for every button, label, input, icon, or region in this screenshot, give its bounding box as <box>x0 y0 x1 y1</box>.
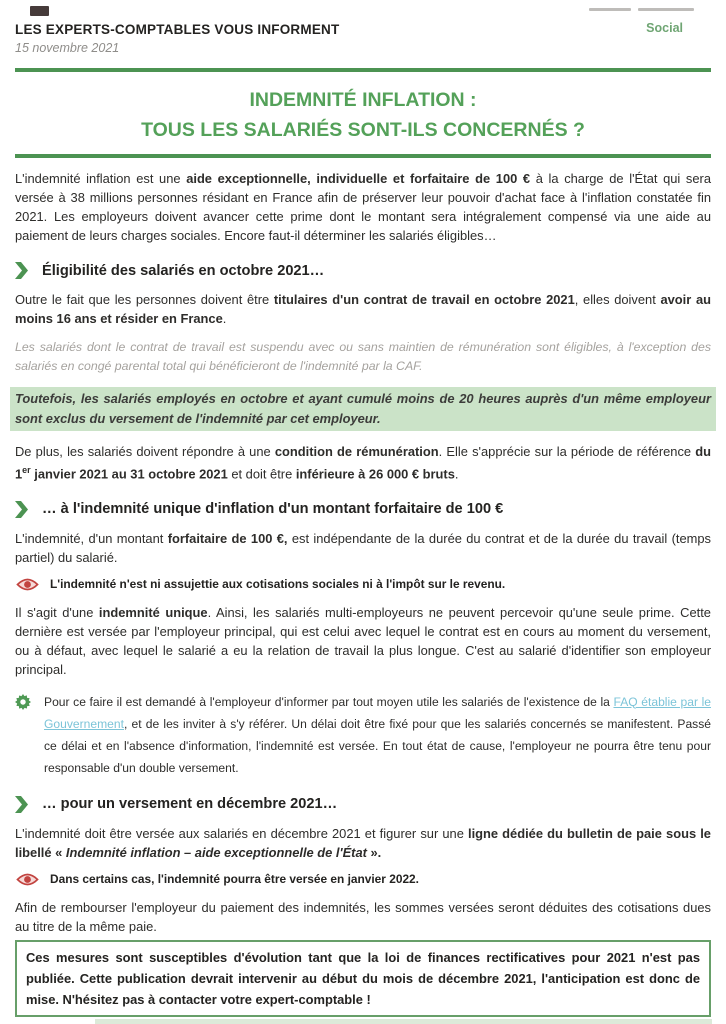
text-run: et doit être <box>227 466 296 482</box>
paragraph-remuneration <box>15 442 711 483</box>
eye-note-cotisations <box>15 577 711 592</box>
section-heading-label: … à l'indemnité unique d'inflation d'un montant forfaitaire de 100 € <box>42 501 504 518</box>
publication-date: 15 novembre 2021 <box>15 41 120 55</box>
chevron-right-icon <box>15 262 28 279</box>
text-run-bold: avoir au moins 16 ans et résider en France <box>15 292 712 326</box>
text-run-bold: ligne dédiée du bulletin de paie <box>467 825 662 841</box>
chevron-right-icon <box>15 501 28 518</box>
section-heading-eligibilite <box>15 262 711 279</box>
eye-note-label: L'indemnité n'est ni assujettie aux cotisations sociales ni à l'impôt sur le revenu. <box>50 577 506 592</box>
title-rule-bottom <box>15 154 711 158</box>
paragraph-conditions <box>15 290 711 328</box>
gear-note-faq <box>15 691 711 779</box>
category-label: Social <box>646 21 683 35</box>
text-run: , et de les inviter à s'y référer. Un délai doit être fixé pour que les salariés concernés se manifestent. Passé ce délai et en l'absence d'information, l'indemnité est versée. En tout état de cause, l'employeur ne pourra être tenu pour responsable d'un double versement. <box>44 716 711 775</box>
text-run-bold: indemnité unique <box>98 604 208 620</box>
gear-icon <box>15 694 31 710</box>
note-contrat-suspendu: Les salariés dont le contrat de travail est suspendu avec ou sans maintien de rémunération sont éligibles, à l'exception des salariés en congé parental total qui bénéficieront de l'indemnité par la CAF. <box>15 340 711 373</box>
footer-strip <box>95 1019 712 1024</box>
text-run: à la charge de l'État qui sera versée à 38 millions personnes résidant en France afin de préserver leur pouvoir d'achat face à l'inflation constatée fin 2021. Les employeurs doivent avancer cette prime dont le montant sera intégralement compensé via une aide au paiement de leurs charges sociales. Encore faut-il déterminer les salariés éligibles… <box>15 171 712 243</box>
text-run: De plus, les salariés doivent répondre à une <box>15 444 275 460</box>
text-run: Pour ce faire il est demandé à l'employeur d'informer par tout moyen utile les salariés de l'existence de la <box>44 694 614 709</box>
highlight-exclusion-note: Toutefois, les salariés employés en octobre et ayant cumulé moins de 20 heures auprès d'un même employeur sont exclus du versement de l'indemnité par cet employeur. <box>10 387 716 431</box>
text-run-bold: sous le libellé « <box>15 825 711 860</box>
eye-note-janvier-2022 <box>15 872 711 887</box>
superscript-er: er <box>22 465 31 476</box>
logo-fragment <box>30 6 49 16</box>
intro-paragraph <box>15 169 711 245</box>
chevron-right-icon <box>15 796 28 813</box>
paragraph-remboursement: Afin de rembourser l'employeur du paiement des indemnités, les sommes versées seront déduites des cotisations dues au titre de la même paie. <box>15 899 711 934</box>
text-run: Il s'agit d'une <box>15 604 99 620</box>
header <box>15 0 711 55</box>
section-heading-versement <box>15 796 711 813</box>
text-run: L'indemnité, d'un montant <box>15 530 168 546</box>
title-line-1: INDEMNITÉ INFLATION : <box>249 89 477 111</box>
text-run: L'indemnité doit être versée aux salariés en décembre 2021 et figurer sur une <box>15 825 468 841</box>
text-run-bold: du 1 <box>15 444 711 482</box>
section-heading-indemnite-unique <box>15 501 711 518</box>
text-run-bold: aide exceptionnelle, individuelle et forfaitaire de 100 € <box>186 171 531 186</box>
document-title <box>15 72 711 154</box>
eye-icon <box>16 872 39 887</box>
text-run: . Ainsi, les salariés multi-employeurs ne peuvent percevoir qu'une seule prime. Cette dernière est versée par l'employeur principal, qui est celui avec lequel le contrat est en cours au moment du versement, ou à défaut, avec lequel le salarié a eu la relation de travail la plus longue. C'est au salarié d'identifier son employeur principal. <box>15 604 711 677</box>
text-run-bold: titulaires d'un contrat de travail en octobre 2021 <box>273 292 575 307</box>
text-run-bold: janvier 2021 au 31 octobre 2021 <box>30 466 228 482</box>
paragraph-indemnite-unique <box>15 603 711 679</box>
paragraph-forfait <box>15 529 711 567</box>
text-run: , elles doivent <box>574 292 661 307</box>
text-run: . <box>454 466 459 482</box>
section-heading-label: … pour un versement en décembre 2021… <box>42 796 338 813</box>
text-run-bold: forfaitaire de 100 €, <box>167 530 288 546</box>
text-run-bold: inférieure à 26 000 € bruts <box>295 466 455 482</box>
text-run: Outre le fait que les personnes doivent être <box>15 292 274 307</box>
text-run: L'indemnité inflation est une <box>15 171 187 186</box>
eye-note-label: Dans certains cas, l'indemnité pourra être versée en janvier 2022. <box>50 872 419 887</box>
title-line-2: TOUS LES SALARIÉS SONT-ILS CONCERNÉS ? <box>141 119 585 141</box>
text-run: est indépendante de la durée du contrat et de la durée du travail (temps partiel) du salarié. <box>15 530 711 565</box>
text-run-bold: ». <box>366 844 382 860</box>
gear-note-text <box>44 691 711 779</box>
brand-title: LES EXPERTS-COMPTABLES VOUS INFORMENT <box>15 22 340 37</box>
eye-icon <box>16 577 39 592</box>
section-heading-label: Éligibilité des salariés en octobre 2021… <box>42 262 325 279</box>
text-run-bold: condition de rémunération <box>274 444 439 460</box>
text-run: . Elle s'apprécie sur la période de référence <box>438 444 696 460</box>
text-run-bold-italic: Indemnité inflation – aide exceptionnelle de l'État <box>65 844 367 860</box>
faq-gouvernement-link[interactable]: FAQ établie par le Gouvernement <box>44 694 711 731</box>
paragraph-bulletin-paie <box>15 824 711 862</box>
fineprint-illegible-text <box>589 8 699 11</box>
text-run: . <box>222 311 227 326</box>
footer-notice-box: Ces mesures sont susceptibles d'évolution tant que la loi de finances rectificatives pour 2021 n'est pas publiée. Cette publication devrait intervenir au début du mois de décembre 2021, l'anticipation est donc de mise. N'hésitez pas à contacter votre expert-comptable ! <box>15 940 711 1017</box>
